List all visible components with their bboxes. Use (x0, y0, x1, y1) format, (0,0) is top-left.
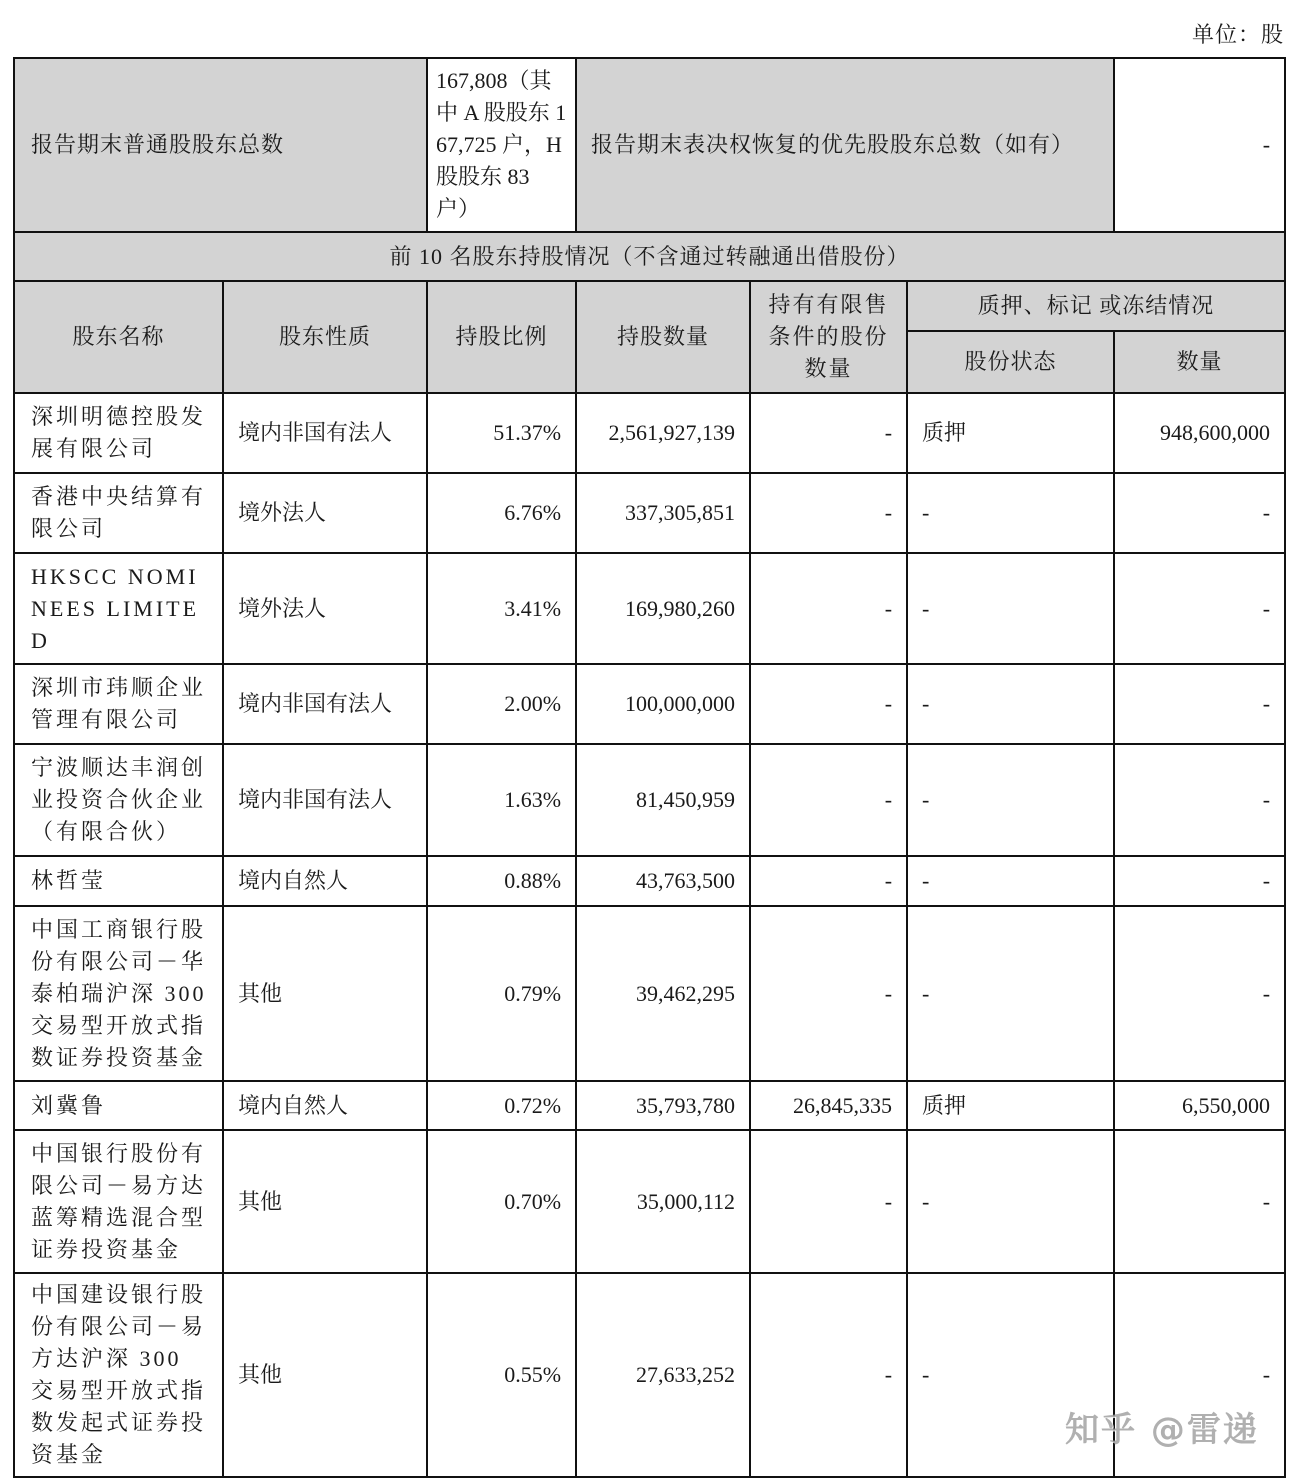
pledge-amount: - (1114, 744, 1285, 856)
holding-ratio: 3.41% (427, 553, 576, 664)
holding-shares: 81,450,959 (576, 744, 750, 856)
shareholders-table (13, 57, 1286, 1478)
col-header-shares: 持股数量 (576, 281, 750, 393)
watermark: 知乎 @雷递 (1065, 1410, 1259, 1450)
shareholder-nature: 境外法人 (223, 473, 427, 553)
shareholder-name: 香港中央结算有限公司 (14, 473, 223, 553)
holding-shares: 2,561,927,139 (576, 393, 750, 473)
holding-shares: 100,000,000 (576, 664, 750, 744)
restricted-shares: - (750, 393, 907, 473)
shareholder-nature: 其他 (223, 906, 427, 1081)
pledge-status: - (907, 856, 1114, 906)
shareholder-name: HKSCC NOMINEES LIMITED (14, 553, 223, 664)
restricted-shares: - (750, 1130, 907, 1273)
holding-ratio: 0.79% (427, 906, 576, 1081)
restricted-shares: - (750, 664, 907, 744)
restricted-shares: - (750, 553, 907, 664)
pledge-status: 质押 (907, 1081, 1114, 1130)
pledge-status: - (907, 1130, 1114, 1273)
restricted-shares: - (750, 856, 907, 906)
shareholder-name: 深圳市玮顺企业管理有限公司 (14, 664, 223, 744)
restricted-shares: - (750, 744, 907, 856)
col-header-pledge-group: 质押、标记 或冻结情况 (907, 281, 1285, 331)
section-title-row (14, 232, 1285, 281)
pledge-amount: - (1114, 664, 1285, 744)
col-header-nature: 股东性质 (223, 281, 427, 393)
table-row (14, 664, 1285, 744)
unit-label: 单位：股 (1191, 22, 1284, 47)
shareholder-nature: 境内非国有法人 (223, 744, 427, 856)
col-header-name: 股东名称 (14, 281, 223, 393)
shareholder-name: 中国工商银行股份有限公司－华泰柏瑞沪深 300 交易型开放式指数证券投资基金 (14, 906, 223, 1081)
shareholder-nature: 境外法人 (223, 553, 427, 664)
common-holders-label: 报告期末普通股股东总数 (14, 58, 427, 232)
col-header-pledge-status: 股份状态 (907, 331, 1114, 393)
pledge-amount: 948,600,000 (1114, 393, 1285, 473)
header-row-1 (14, 281, 1285, 331)
pledge-status: - (907, 553, 1114, 664)
summary-row (14, 58, 1285, 232)
table-row (14, 1081, 1285, 1130)
common-holders-value: 167,808（其中 A 股股东 167,725 户，H 股股东 83 户） (427, 58, 576, 232)
holding-ratio: 1.63% (427, 744, 576, 856)
holding-ratio: 0.72% (427, 1081, 576, 1130)
shareholder-name: 林哲莹 (14, 856, 223, 906)
holding-ratio: 51.37% (427, 393, 576, 473)
shareholder-name: 深圳明德控股发展有限公司 (14, 393, 223, 473)
holding-shares: 43,763,500 (576, 856, 750, 906)
restricted-shares: - (750, 1273, 907, 1477)
table-row (14, 393, 1285, 473)
holding-shares: 27,633,252 (576, 1273, 750, 1477)
pledge-amount: - (1114, 856, 1285, 906)
shareholder-name: 中国银行股份有限公司－易方达蓝筹精选混合型证券投资基金 (14, 1130, 223, 1273)
table-row (14, 856, 1285, 906)
holding-ratio: 0.88% (427, 856, 576, 906)
shareholder-name: 刘冀鲁 (14, 1081, 223, 1130)
preferred-holders-value: - (1114, 58, 1285, 232)
table-row (14, 473, 1285, 553)
pledge-amount: - (1114, 906, 1285, 1081)
pledge-status: - (907, 1273, 1114, 1477)
shareholder-name: 宁波顺达丰润创业投资合伙企业（有限合伙） (14, 744, 223, 856)
restricted-shares: - (750, 906, 907, 1081)
shareholder-nature: 境内自然人 (223, 856, 427, 906)
shareholder-nature: 其他 (223, 1130, 427, 1273)
table-body (14, 393, 1285, 1477)
table-row (14, 744, 1285, 856)
restricted-shares: 26,845,335 (750, 1081, 907, 1130)
holding-ratio: 2.00% (427, 664, 576, 744)
pledge-status: - (907, 744, 1114, 856)
pledge-amount: 6,550,000 (1114, 1081, 1285, 1130)
holding-shares: 39,462,295 (576, 906, 750, 1081)
table-row (14, 1130, 1285, 1273)
col-header-pledge-amount: 数量 (1114, 331, 1285, 393)
shareholder-name: 中国建设银行股份有限公司－易方达沪深 300 交易型开放式指数发起式证券投资基金 (14, 1273, 223, 1477)
shareholder-nature: 其他 (223, 1273, 427, 1477)
shareholder-nature: 境内非国有法人 (223, 393, 427, 473)
holding-shares: 35,000,112 (576, 1130, 750, 1273)
restricted-shares: - (750, 473, 907, 553)
pledge-status: - (907, 473, 1114, 553)
col-header-restricted: 持有有限售条件的股份数量 (750, 281, 907, 393)
holding-shares: 35,793,780 (576, 1081, 750, 1130)
holding-ratio: 6.76% (427, 473, 576, 553)
pledge-status: - (907, 906, 1114, 1081)
pledge-amount: - (1114, 1273, 1285, 1477)
pledge-amount: - (1114, 473, 1285, 553)
section-title: 前 10 名股东持股情况（不含通过转融通出借股份） (14, 232, 1285, 281)
preferred-holders-label: 报告期末表决权恢复的优先股股东总数（如有） (576, 58, 1114, 232)
pledge-amount: - (1114, 553, 1285, 664)
shareholder-nature: 境内自然人 (223, 1081, 427, 1130)
holding-ratio: 0.70% (427, 1130, 576, 1273)
table-row (14, 906, 1285, 1081)
pledge-amount: - (1114, 1130, 1285, 1273)
col-header-ratio: 持股比例 (427, 281, 576, 393)
pledge-status: 质押 (907, 393, 1114, 473)
holding-shares: 337,305,851 (576, 473, 750, 553)
pledge-status: - (907, 664, 1114, 744)
table-row (14, 553, 1285, 664)
shareholder-nature: 境内非国有法人 (223, 664, 427, 744)
table-row (14, 1273, 1285, 1477)
holding-ratio: 0.55% (427, 1273, 576, 1477)
holding-shares: 169,980,260 (576, 553, 750, 664)
